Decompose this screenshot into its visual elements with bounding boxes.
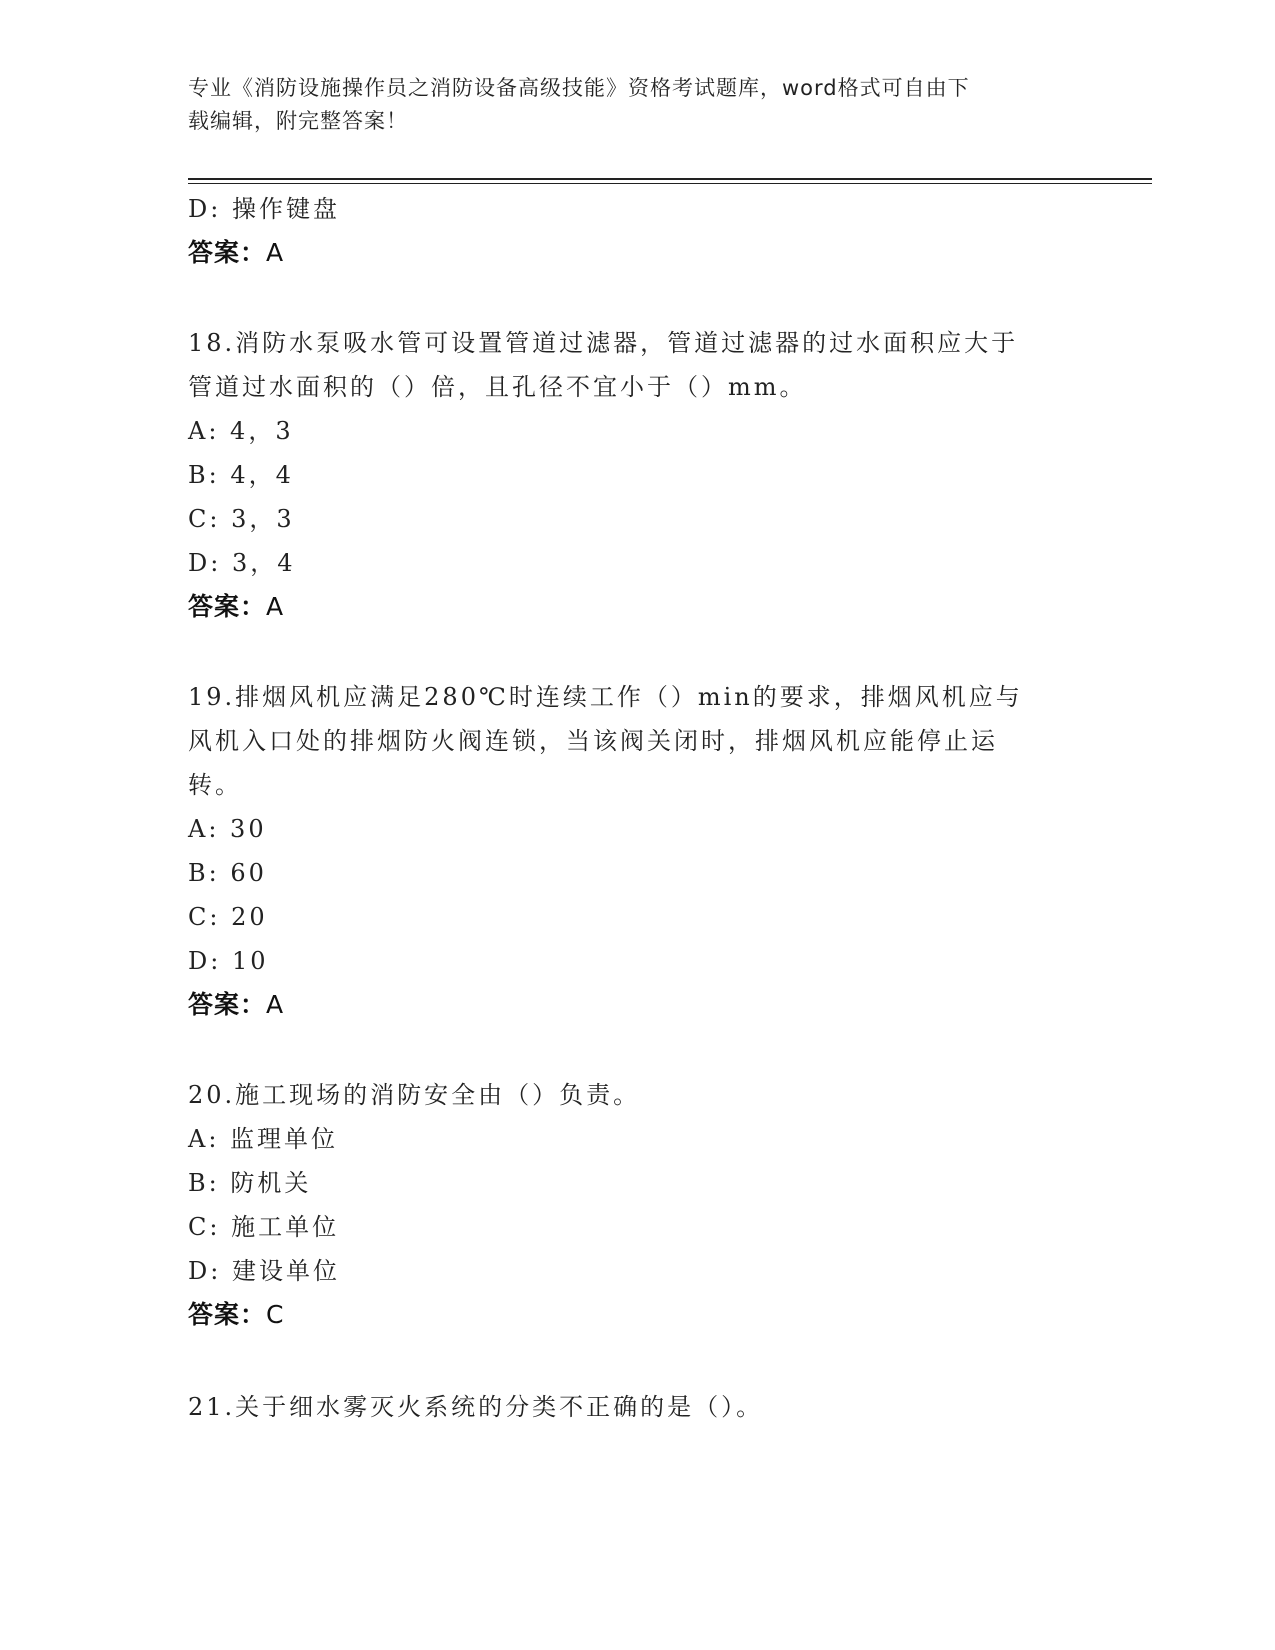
q19-option-b: B: 60 [188,859,267,887]
q18-option-c: C: 3，3 [188,505,295,533]
q18-option-a: A: 4，3 [188,417,294,445]
header-divider-thick [188,178,1152,180]
prev-answer [188,236,284,270]
q20-option-c: C: 施工单位 [188,1213,340,1241]
document-header [188,72,1068,138]
answer-label: 答案： [188,1300,267,1329]
q20-option-b: B: 防机关 [188,1169,312,1197]
q20-option-a: A: 监理单位 [188,1125,339,1153]
q18-option-d: D: 3，4 [188,549,296,577]
q19-option-d: D: 10 [188,947,269,975]
q20-stem-line-1: 20.施工现场的消防安全由（）负责。 [188,1081,641,1109]
q20-answer [188,1298,284,1332]
q18-stem-line-1: 18.消防水泵吸水管可设置管道过滤器，管道过滤器的过水面积应大于 [188,329,1019,357]
q19-stem-line-2: 风机入口处的排烟防火阀连锁，当该阀关闭时，排烟风机应能停止运 [188,727,998,755]
answer-value: C [266,1300,285,1329]
answer-value: A [266,238,285,267]
prev-option-d: D: 操作键盘 [188,195,340,223]
q19-answer [188,988,284,1022]
answer-label: 答案： [188,238,267,267]
header-line-1: 专业《消防设施操作员之消防设备高级技能》资格考试题库，word格式可自由下 [188,76,970,100]
q19-stem-line-1: 19.排烟风机应满足280℃时连续工作（）min的要求，排烟风机应与 [188,683,1023,711]
q18-stem-line-2: 管道过水面积的（）倍，且孔径不宜小于（）mm。 [188,373,807,401]
header-line-2: 载编辑，附完整答案！ [188,109,408,133]
q20-option-d: D: 建设单位 [188,1257,340,1285]
q19-option-c: C: 20 [188,903,268,931]
q19-stem-line-3: 转。 [188,771,242,799]
answer-label: 答案： [188,592,267,621]
q18-answer [188,590,284,624]
q18-option-b: B: 4，4 [188,461,294,489]
answer-value: A [266,990,285,1019]
answer-value: A [266,592,285,621]
q21-stem-line-1: 21.关于细水雾灭火系统的分类不正确的是（）。 [188,1393,764,1421]
header-divider-thin [188,183,1152,184]
q19-option-a: A: 30 [188,815,267,843]
answer-label: 答案： [188,990,267,1019]
